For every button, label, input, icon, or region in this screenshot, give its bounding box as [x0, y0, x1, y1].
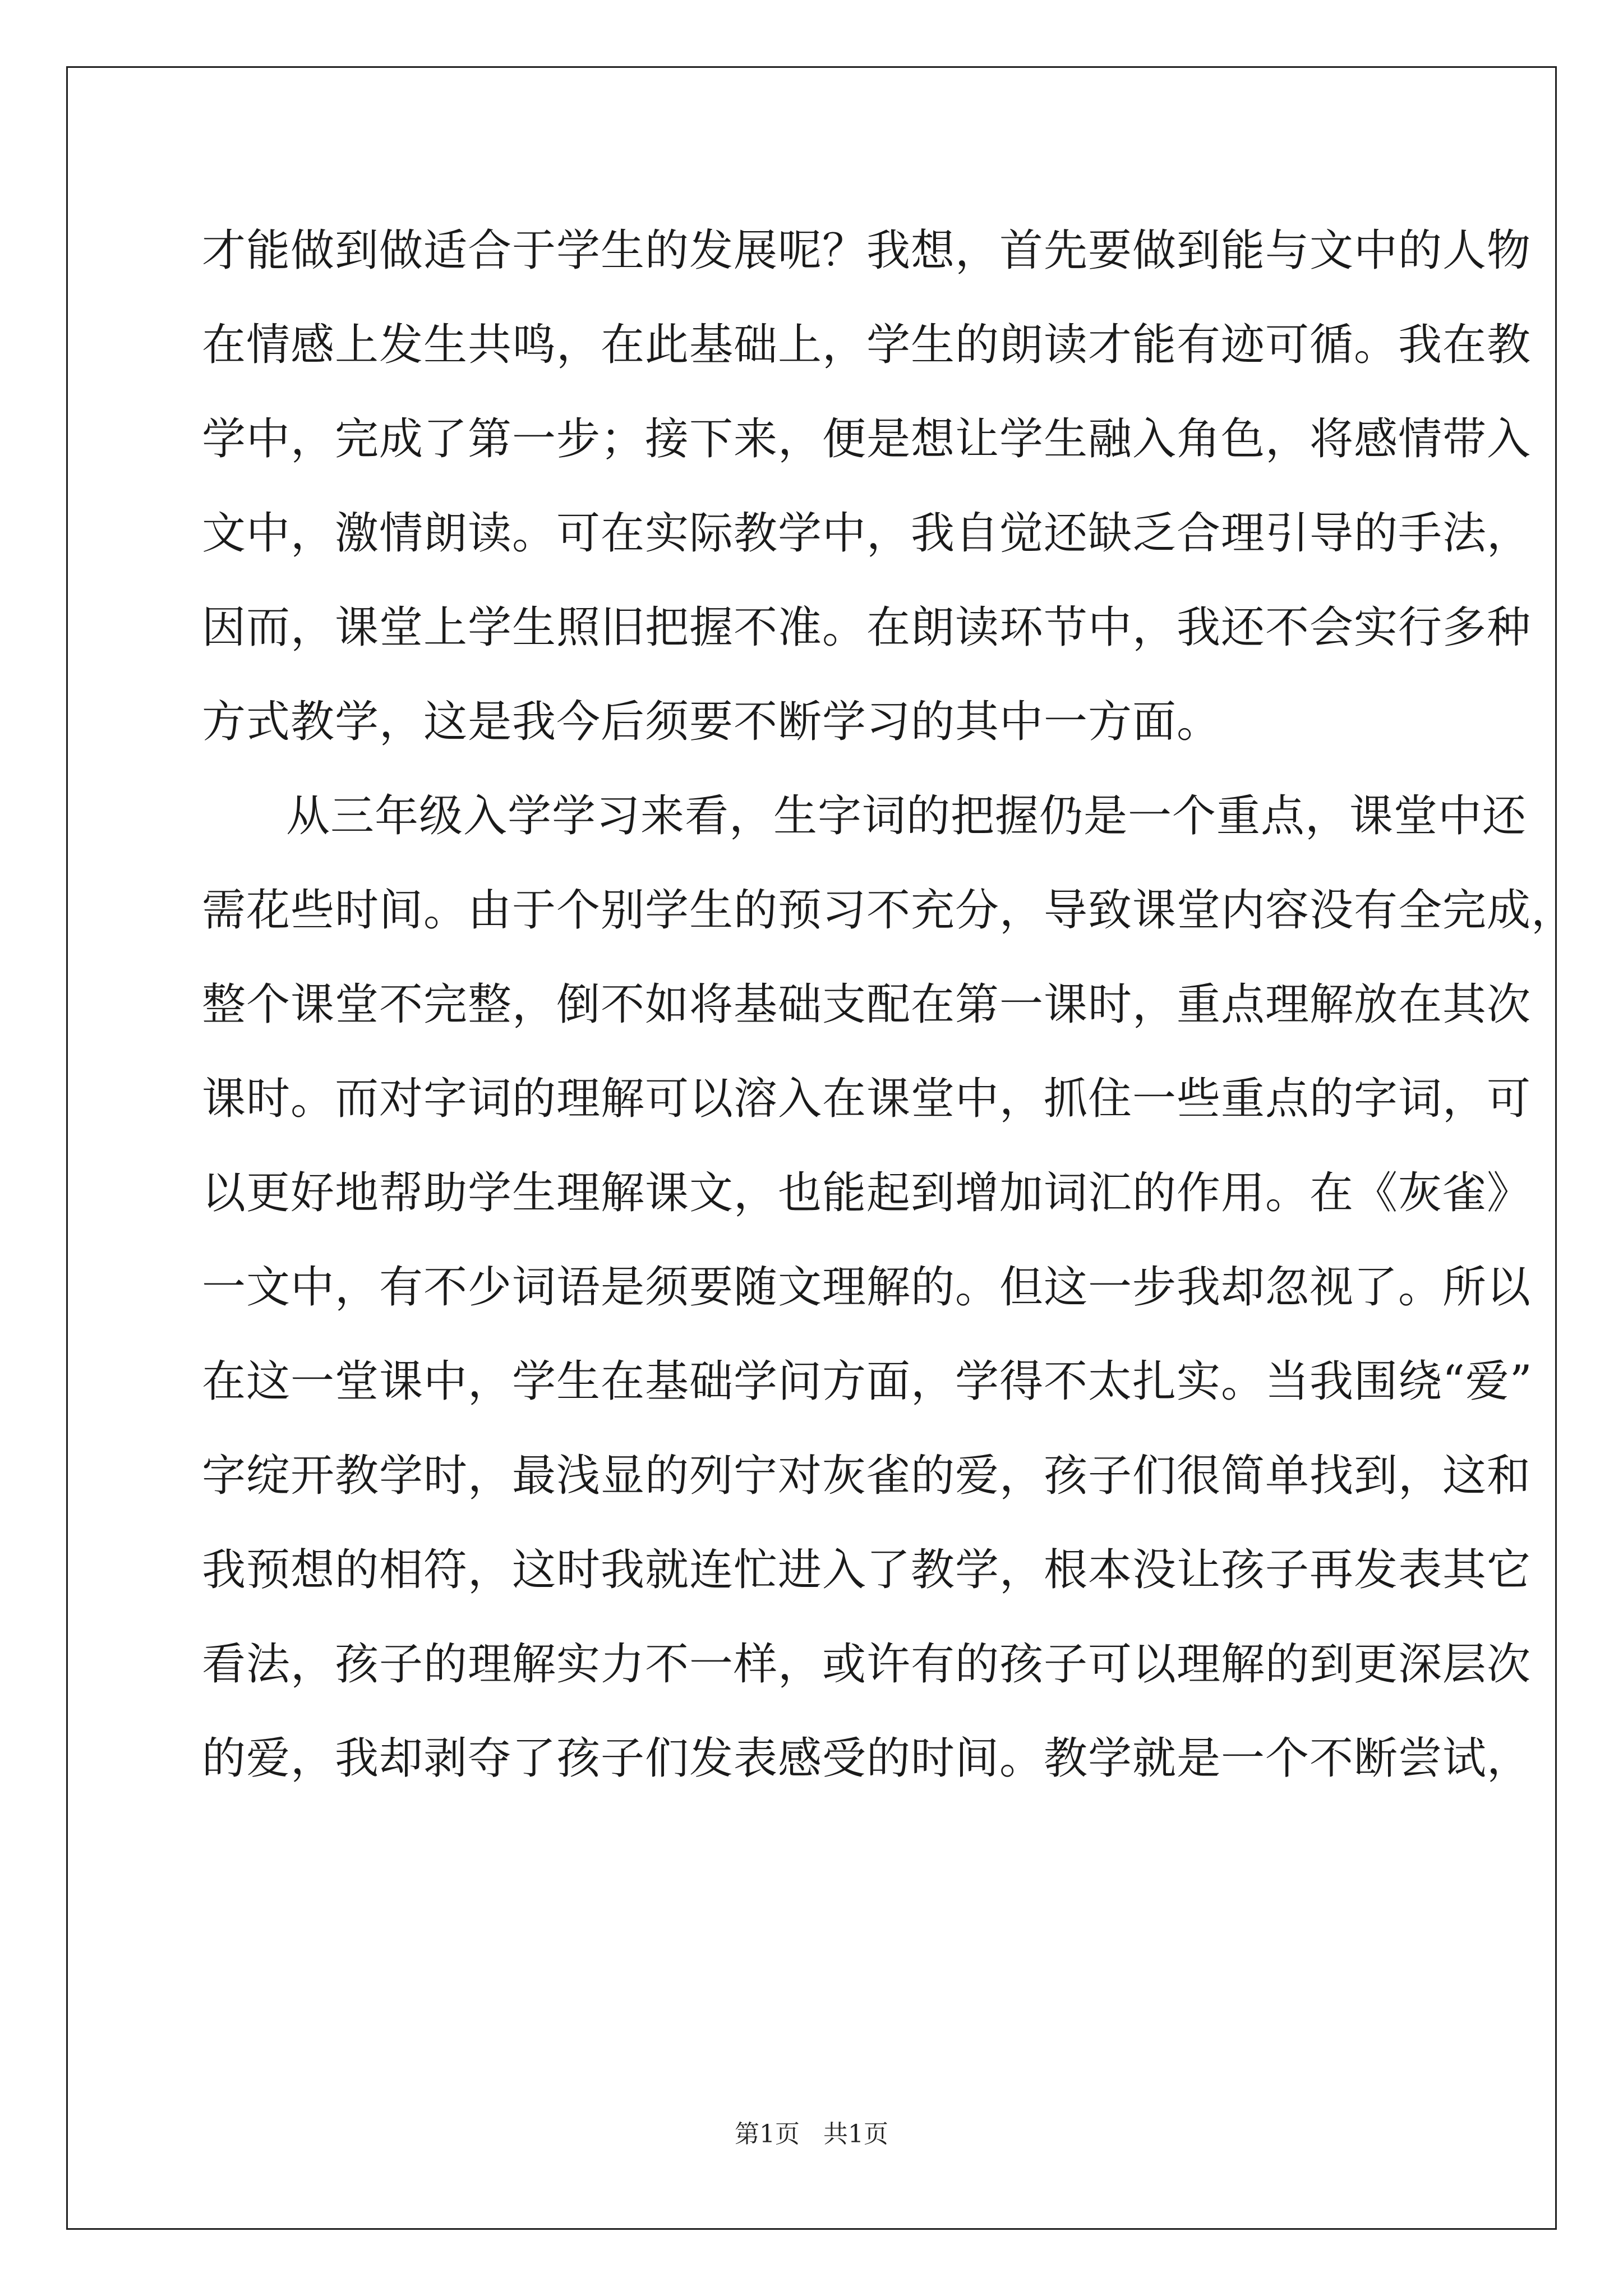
text-line-6: 方式教学，这是我今后须要不断学习的其中一方面。 [202, 697, 1221, 747]
document-body [202, 220, 1576, 1822]
page-footer [0, 2118, 1623, 2151]
text-line-12: 一文中，有不少词语是须要随文理解的。但这一步我却忽视了。所以 [202, 1262, 1532, 1313]
text-line-7-paragraph-start: 从三年级入学学习来看，生字词的把握仍是一个重点，课堂中还 [286, 791, 1527, 841]
text-line-11: 以更好地帮助学生理解课文，也能起到增加词汇的作用。在《灰雀》 [202, 1168, 1532, 1218]
text-line-8: 需花些时间。由于个别学生的预习不充分，导致课堂内容没有全完成， [202, 885, 1576, 936]
text-line-14: 字绽开教学时，最浅显的列宁对灰雀的爱，孩子们很简单找到，这和 [202, 1451, 1532, 1501]
text-line-15: 我预想的相符，这时我就连忙进入了教学，根本没让孩子再发表其它 [202, 1545, 1532, 1595]
text-line-17: 的爱，我却剥夺了孩子们发表感受的时间。教学就是一个不断尝试， [202, 1733, 1532, 1784]
page-number: 第1页 [735, 2120, 800, 2148]
text-line-4: 文中，激情朗读。可在实际教学中，我自觉还缺乏合理引导的手法， [202, 508, 1532, 559]
text-line-5: 因而，课堂上学生照旧把握不准。在朗读环节中，我还不会实行多种 [202, 602, 1532, 653]
page-total: 共1页 [823, 2120, 888, 2148]
text-line-13: 在这一堂课中，学生在基础学问方面，学得不太扎实。当我围绕“爱” [202, 1356, 1533, 1407]
text-line-9: 整个课堂不完整，倒不如将基础支配在第一课时，重点理解放在其次 [202, 979, 1532, 1030]
text-line-2: 在情感上发生共鸣，在此基础上，学生的朗读才能有迹可循。我在教 [202, 320, 1532, 370]
text-line-3: 学中，完成了第一步；接下来，便是想让学生融入角色，将感情带入 [202, 414, 1532, 464]
text-line-10: 课时。而对字词的理解可以溶入在课堂中，抓住一些重点的字词，可 [202, 1074, 1532, 1124]
text-line-1: 才能做到做适合于学生的发展呢？我想，首先要做到能与文中的人物 [202, 226, 1532, 276]
text-line-16: 看法，孩子的理解实力不一样，或许有的孩子可以理解的到更深层次 [202, 1639, 1532, 1690]
